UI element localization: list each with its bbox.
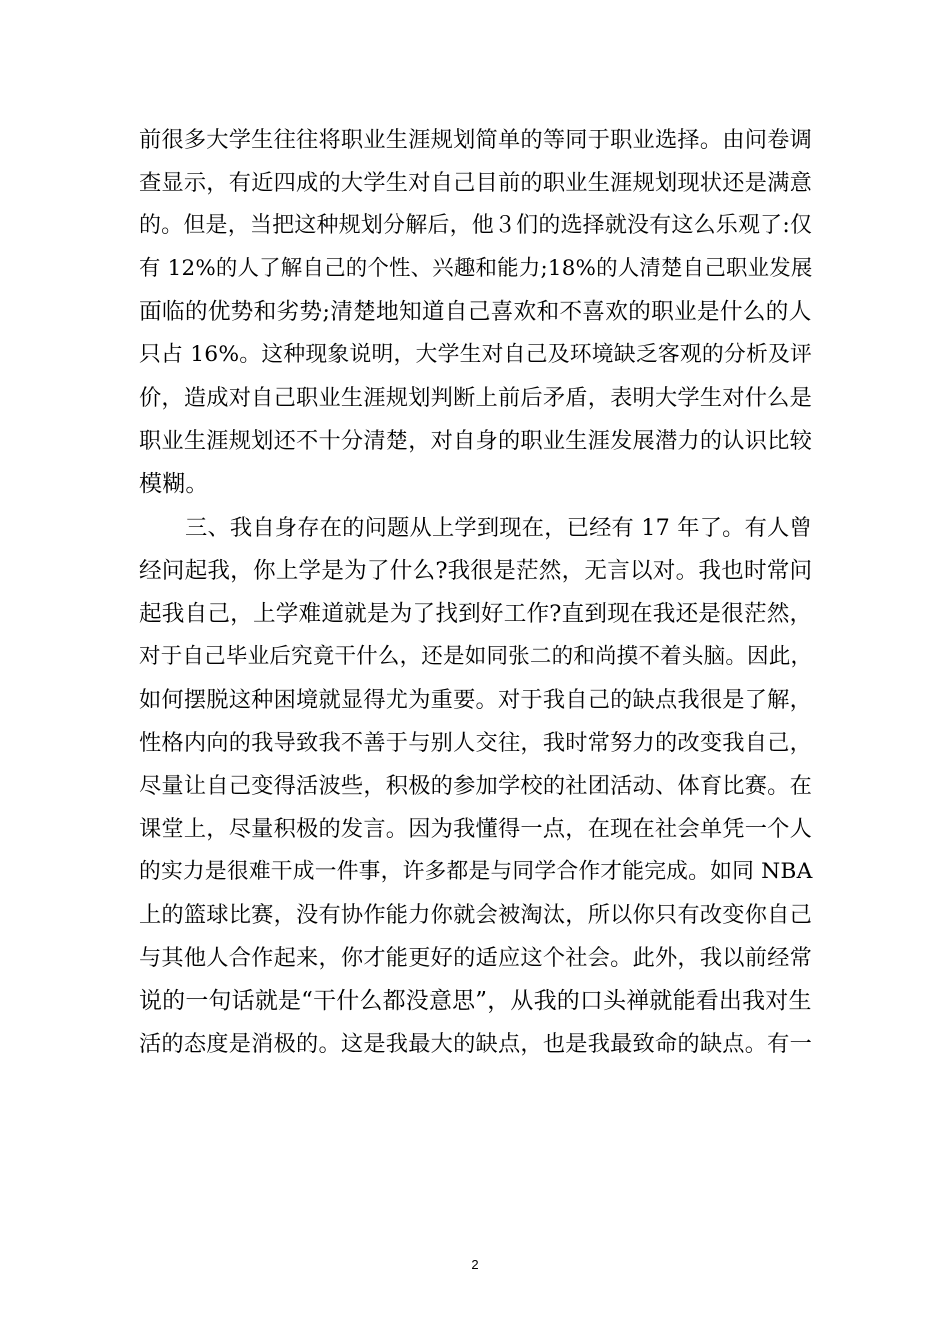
paragraph-line: 活的态度是消极的。这是我最大的缺点，也是我最致命的缺点。有一	[139, 1031, 813, 1057]
paragraph-line: 前很多大学生往往将职业生涯规划简单的等同于职业选择。由问卷调	[139, 127, 813, 153]
paragraph-line: 起我自己，上学难道就是为了找到好工作?直到现在我还是很茫然，	[139, 601, 813, 627]
paragraph-line: 说的一句话就是“干什么都没意思”，从我的口头禅就能看出我对生	[139, 988, 812, 1014]
paragraph-line: 如何摆脱这种困境就显得尤为重要。对于我自己的缺点我很是了解，	[139, 687, 813, 713]
page-number: 2	[471, 1257, 479, 1272]
paragraph-line: 的实力是很难干成一件事，许多都是与同学合作才能完成。如同 NBA	[139, 859, 813, 884]
paragraph-line: 查显示，有近四成的大学生对自己目前的职业生涯规划现状还是满意	[139, 170, 813, 196]
paragraph-line: 有 12%的人了解自己的个性、兴趣和能力;18%的人清楚自己职业发展	[139, 256, 813, 281]
paragraph-line: 经问起我，你上学是为了什么?我很是茫然，无言以对。我也时常问	[139, 558, 813, 584]
paragraph-line: 面临的优势和劣势;清楚地知道自己喜欢和不喜欢的职业是什么的人	[139, 299, 812, 325]
paragraph-line: 只占 16%。这种现象说明，大学生对自己及环境缺乏客观的分析及评	[139, 342, 813, 367]
paragraph-line: 职业生涯规划还不十分清楚，对自身的职业生涯发展潜力的认识比较	[139, 428, 813, 454]
paragraph-line: 上的篮球比赛，没有协作能力你就会被淘汰，所以你只有改变你自己	[139, 902, 813, 928]
paragraph-first-line: 三、我自身存在的问题从上学到现在，已经有 17 年了。有人曾	[185, 515, 812, 541]
paragraph-line: 模糊。	[139, 471, 209, 497]
paragraph-line: 尽量让自己变得活波些，积极的参加学校的社团活动、体育比赛。在	[139, 773, 813, 799]
paragraph-line: 对于自己毕业后究竟干什么，还是如同张二的和尚摸不着头脑。因此，	[139, 644, 813, 669]
paragraph-line: 与其他人合作起来，你才能更好的适应这个社会。此外，我以前经常	[139, 945, 813, 971]
paragraph-line: 价，造成对自己职业生涯规划判断上前后矛盾，表明大学生对什么是	[139, 385, 813, 411]
paragraph-line: 性格内向的我导致我不善于与别人交往，我时常努力的改变我自己，	[139, 730, 813, 756]
paragraph-line: 的。但是，当把这种规划分解后，他３们的选择就没有这么乐观了:仅	[139, 213, 813, 238]
paragraph-line: 课堂上，尽量积极的发言。因为我懂得一点，在现在社会单凭一个人	[139, 816, 813, 842]
